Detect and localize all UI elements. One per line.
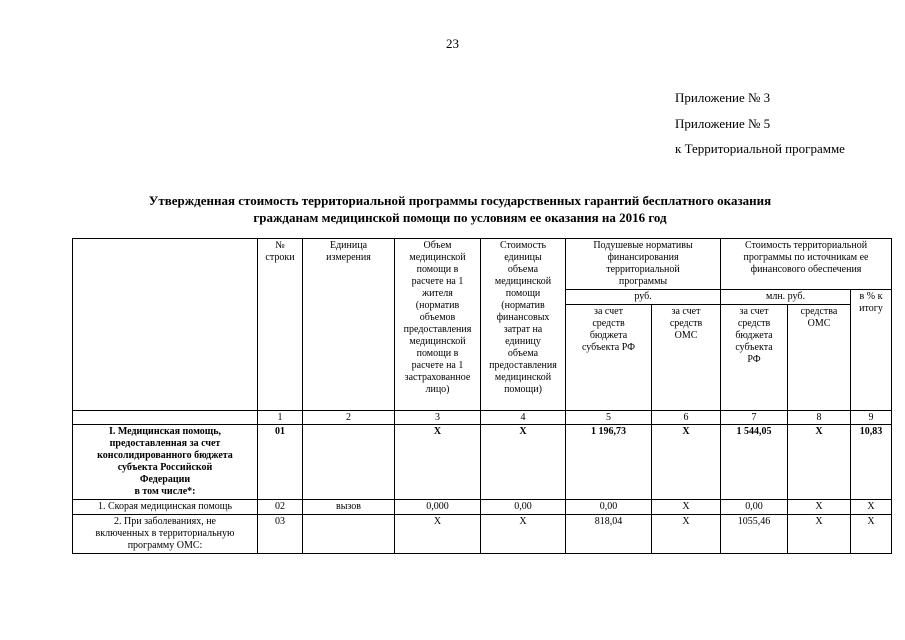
text-line: за счет [594, 306, 623, 317]
appendix-line-3: к Территориальной программе [675, 141, 845, 156]
title-line-2: гражданам медицинской помощи по условиям ее оказания на 2016 год [253, 210, 667, 225]
column-number: 9 [851, 411, 892, 425]
column-number: 8 [788, 411, 851, 425]
text-line: финансирования [607, 252, 679, 263]
cost-table [72, 238, 892, 554]
text-line: помощи [505, 288, 541, 299]
row-budget-mln: 1 544,05 [721, 425, 788, 500]
text-line: за счет [671, 306, 701, 317]
text-line: средств [669, 318, 703, 329]
header-program-cost [721, 239, 892, 290]
row-budget-mln: 1055,46 [721, 515, 788, 554]
text-line: программы по источникам ее [743, 252, 869, 263]
text-line: Подушевые нормативы [593, 240, 693, 251]
text-line: единицы [504, 252, 542, 263]
text-line: финансового обеспечения [750, 264, 862, 275]
column-number: 3 [395, 411, 481, 425]
appendix-line-2: Приложение № 5 [675, 116, 771, 131]
text-line: ОМС [807, 318, 831, 329]
header-budget-rub [566, 305, 652, 411]
text-line: помощи) [504, 384, 542, 395]
text-line: Стоимость территориальной [744, 240, 868, 251]
header-budget-mln [721, 305, 788, 411]
text-line: объемов [419, 312, 456, 323]
text-line: 1. Скорая медицинская помощь [97, 501, 233, 512]
row-name [73, 425, 258, 500]
column-number: 2 [303, 411, 395, 425]
text-line: жителя [422, 288, 453, 299]
row-percent: X [851, 515, 892, 554]
text-line: (норматив [501, 300, 545, 311]
text-line: финансовых [496, 312, 550, 323]
text-line: объема [507, 348, 539, 359]
header-unit-cost [481, 239, 566, 411]
text-line: субъекта Российской [117, 462, 213, 473]
text-line: Единица [329, 240, 368, 251]
row-percent: 10,83 [851, 425, 892, 500]
column-number: 1 [258, 411, 303, 425]
text-line: за счет [739, 306, 769, 317]
text-line: Объем [423, 240, 452, 251]
text-line: медицинской [494, 372, 552, 383]
row-name [73, 500, 258, 515]
column-number: 4 [481, 411, 566, 425]
row-unit-cost: 0,00 [481, 500, 566, 515]
row-volume: X [395, 515, 481, 554]
header-volume [395, 239, 481, 411]
text-line: Федерации [139, 474, 191, 485]
row-oms-rub: X [652, 515, 721, 554]
text-line: средства [800, 306, 838, 317]
row-number: 01 [258, 425, 303, 500]
row-volume: 0,000 [395, 500, 481, 515]
text-line: предоставления [403, 324, 472, 335]
column-number: 5 [566, 411, 652, 425]
text-line: медицинской [494, 276, 552, 287]
text-line: бюджета [589, 330, 628, 341]
header-row-1 [73, 239, 892, 290]
text-line: медицинской [409, 336, 466, 347]
table-row [73, 425, 892, 500]
text-line: программы [618, 276, 668, 287]
row-budget-rub: 1 196,73 [566, 425, 652, 500]
text-line: в том числе*: [134, 486, 196, 497]
row-unit [303, 515, 395, 554]
text-line: территориальной [606, 264, 680, 275]
text-line: застрахованное [404, 372, 471, 383]
row-volume: X [395, 425, 481, 500]
row-oms-mln: X [788, 425, 851, 500]
header-mln-rub: млн. руб. [721, 290, 851, 305]
text-line: программу ОМС: [127, 540, 203, 551]
header-per-capita [566, 239, 721, 290]
text-line: помощи в [416, 348, 459, 359]
header-unit [303, 239, 395, 411]
row-unit-cost: X [481, 425, 566, 500]
text-line: включенных в территориальную [95, 528, 235, 539]
row-budget-rub: 0,00 [566, 500, 652, 515]
row-unit-cost: X [481, 515, 566, 554]
text-line: строки [265, 252, 295, 263]
text-line: итогу [859, 303, 883, 314]
text-line: измерения [326, 252, 371, 263]
text-line: медицинской [409, 252, 466, 263]
column-number-row [73, 411, 892, 425]
column-number: 7 [721, 411, 788, 425]
text-line: расчете на 1 [411, 360, 464, 371]
text-line: субъекта РФ [581, 342, 636, 353]
table-row [73, 500, 892, 515]
text-line: предоставления [489, 360, 557, 371]
text-line: № [275, 240, 285, 251]
header-oms-rub [652, 305, 721, 411]
column-number-blank [73, 411, 258, 425]
appendix-line-1: Приложение № 3 [675, 90, 771, 105]
row-number: 02 [258, 500, 303, 515]
text-line: средств [592, 318, 625, 329]
text-line: расчете на 1 [411, 276, 464, 287]
text-line: в % к [859, 291, 883, 302]
text-line: Стоимость [499, 240, 547, 251]
header-row-number [258, 239, 303, 411]
row-budget-mln: 0,00 [721, 500, 788, 515]
table-row [73, 515, 892, 554]
row-unit: вызов [303, 500, 395, 515]
row-budget-rub: 818,04 [566, 515, 652, 554]
document-title [80, 192, 840, 226]
text-line: РФ [747, 354, 761, 365]
text-line: консолидированного бюджета [97, 450, 233, 461]
text-line: I. Медицинская помощь, [108, 426, 222, 437]
header-name-cell [73, 239, 258, 411]
title-line-1: Утвержденная стоимость территориальной программы государственных гарантий бесплатного оказания [148, 193, 772, 208]
text-line: затрат на [503, 324, 543, 335]
row-oms-mln: X [788, 500, 851, 515]
row-oms-rub: X [652, 500, 721, 515]
row-percent: X [851, 500, 892, 515]
text-line: единицу [505, 336, 541, 347]
page-number: 23 [446, 36, 459, 51]
text-line: лицо) [425, 384, 450, 395]
column-number: 6 [652, 411, 721, 425]
row-oms-mln: X [788, 515, 851, 554]
row-number: 03 [258, 515, 303, 554]
header-oms-mln [788, 305, 851, 411]
header-rub: руб. [566, 290, 721, 305]
text-line: 2. При заболеваниях, не [114, 516, 216, 527]
header-percent [851, 290, 892, 411]
text-line: средств [737, 318, 771, 329]
text-line: ОМС [674, 330, 698, 341]
row-oms-rub: X [652, 425, 721, 500]
row-name [73, 515, 258, 554]
text-line: предоставленная за счет [109, 438, 221, 449]
text-line: помощи в [416, 264, 459, 275]
text-line: бюджета [735, 330, 773, 341]
text-line: субъекта [735, 342, 773, 353]
text-line: (норматив [415, 300, 460, 311]
text-line: объема [507, 264, 539, 275]
row-unit [303, 425, 395, 500]
